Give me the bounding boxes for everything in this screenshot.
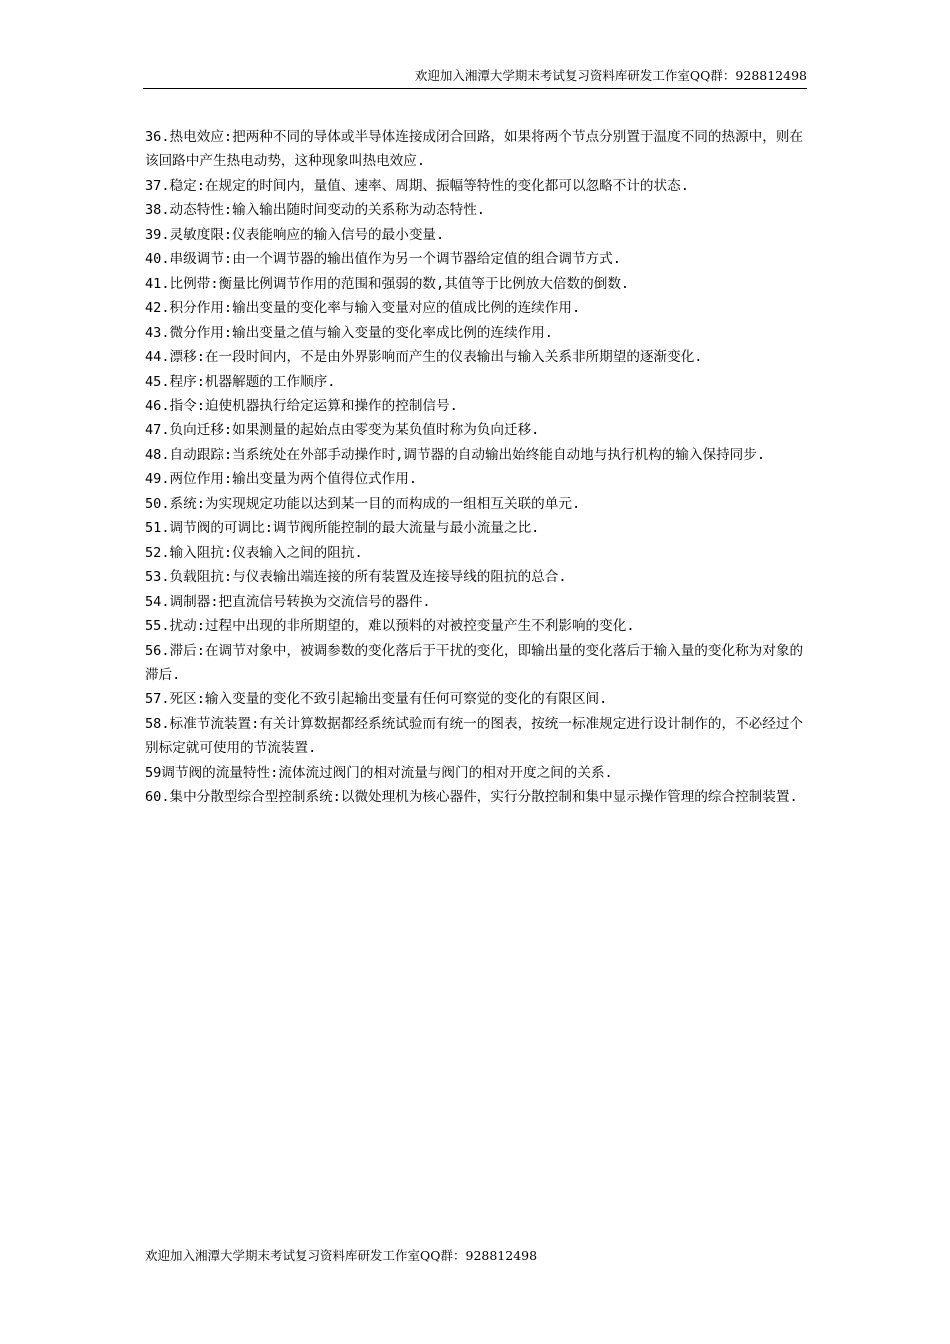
definition-item: 39.灵敏度限:仪表能响应的输入信号的最小变量. [145,226,445,243]
definition-item: 51.调节阀的可调比:调节阀所能控制的最大流量与最小流量之比. [145,520,540,537]
definition-item: 55.扰动:过程中出现的非所期望的，难以预料的对被控变量产生不利影响的变化. [145,618,635,635]
page-header [143,66,807,89]
definition-item: 48.自动跟踪:当系统处在外部手动操作时,调节器的自动输出始终能自动地与执行机构的输入保持同步. [145,446,766,463]
definition-item: 37.稳定:在规定的时间内，量值、速率、周期、振幅等特性的变化都可以忽略不计的状态. [145,177,689,194]
definition-item: 53.负载阻抗:与仪表输出端连接的所有装置及连接导线的阻抗的总合. [145,569,567,586]
definition-item: 44.漂移:在一段时间内，不是由外界影响而产生的仪表输出与输入关系非所期望的逐渐变化. [145,349,703,366]
definition-item: 43.微分作用:输出变量之值与输入变量的变化率成比例的连续作用. [145,324,553,341]
definition-item: 60.集中分散型综合型控制系统:以微处理机为核心器件，实行分散控制和集中显示操作管理的综合控制装置. [145,789,798,806]
definition-item: 36.热电效应:把两种不同的导体或半导体连接成闭合回路，如果将两个节点分别置于温度不同的热源中，则在该回路中产生热电动势，这种现象叫热电效应. [145,129,804,170]
definition-item: 56.滞后:在调节对象中，被调参数的变化落后于干扰的变化，即输出量的变化落后于输入量的变化称为对象的滞后. [145,642,804,683]
definition-item: 42.积分作用:输出变量的变化率与输入变量对应的值成比例的连续作用. [145,300,581,317]
page-footer: 欢迎加入湘潭大学期末考试复习资料库研发工作室QQ群：928812498 [145,1248,538,1263]
definition-item: 59调节阀的流量特性:流体流过阀门的相对流量与阀门的相对开度之间的关系. [145,764,613,781]
definition-item: 41.比例带:衡量比例调节作用的范围和强弱的数,其值等于比例放大倍数的倒数. [145,275,630,292]
header-text: 欢迎加入湘潭大学期末考试复习资料库研发工作室QQ群：928812498 [414,68,807,83]
definition-item: 52.输入阻抗:仪表输入之间的阻抗. [145,544,363,561]
definition-item: 50.系统:为实现规定功能以达到某一目的而构成的一组相互关联的单元. [145,495,581,512]
definition-item: 46.指令:迫使机器执行给定运算和操作的控制信号. [145,397,458,414]
definition-item: 38.动态特性:输入输出随时间变动的关系称为动态特性. [145,202,485,219]
definitions-list [145,125,815,810]
definition-item: 49.两位作用:输出变量为两个值得位式作用. [145,471,418,488]
definition-item: 47.负向迁移:如果测量的起始点由零变为某负值时称为负向迁移. [145,422,540,439]
definition-item: 57.死区:输入变量的变化不致引起输出变量有任何可察觉的变化的有限区间. [145,691,608,708]
definition-item: 45.程序:机器解题的工作顺序. [145,373,336,390]
definition-item: 54.调制器:把直流信号转换为交流信号的器件. [145,593,431,610]
definition-item: 40.串级调节:由一个调节器的输出值作为另一个调节器给定值的组合调节方式. [145,251,621,268]
definition-item: 58.标准节流装置:有关计算数据都经系统试验而有统一的图表，按统一标准规定进行设计制作的，不必经过个别标定就可使用的节流装置. [145,715,804,757]
